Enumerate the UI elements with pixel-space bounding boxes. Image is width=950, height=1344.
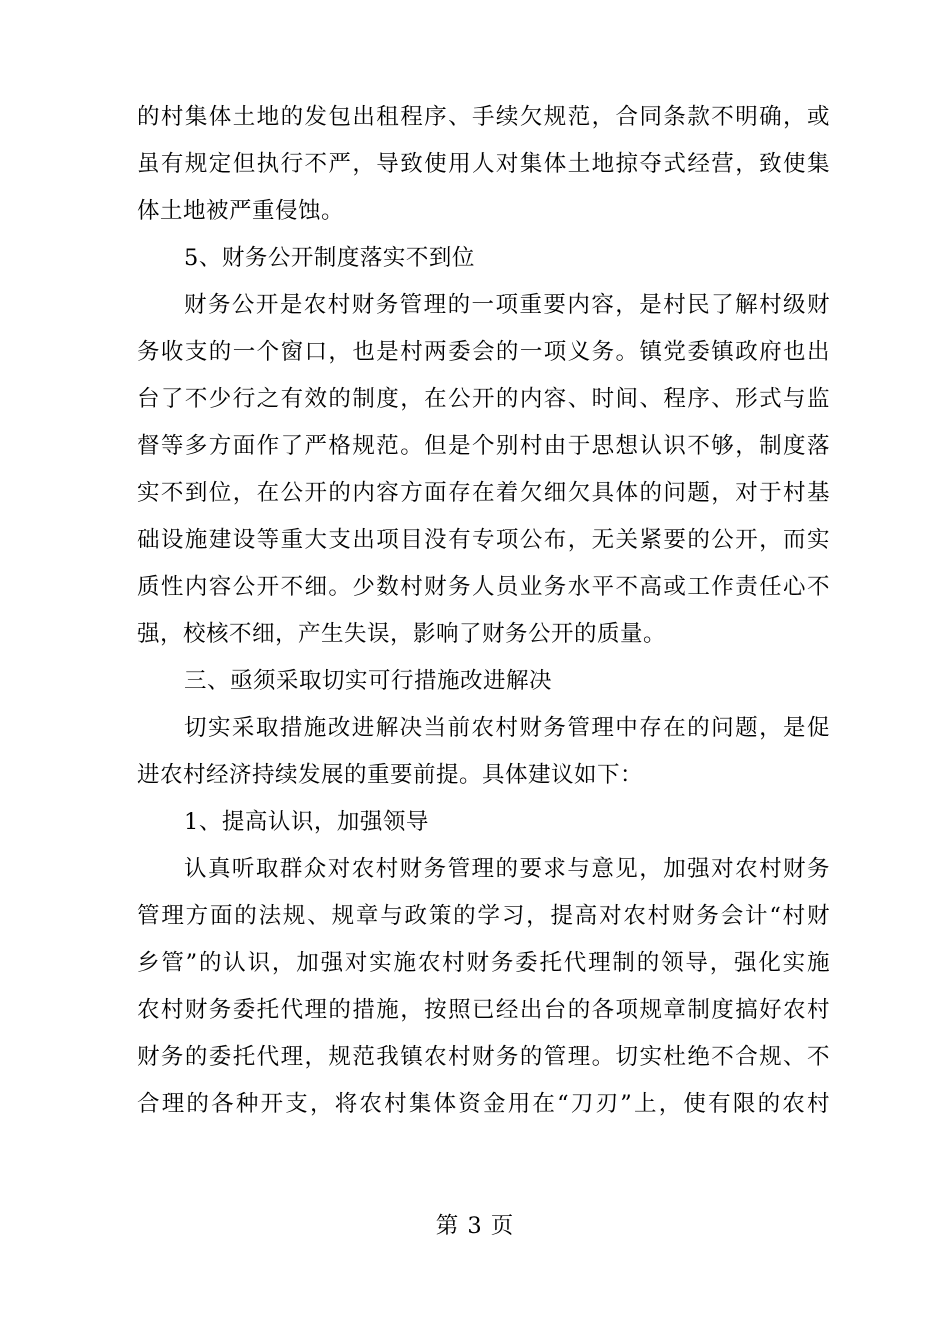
section-heading: 三、亟须采取切实可行措施改进解决 [184, 668, 553, 694]
text-line: 管理方面的法规、规章与政策的学习，提高对农村财务会计“村财 [137, 903, 830, 929]
section-heading: 1、提高认识，加强领导 [184, 809, 429, 835]
page-number: 第 3 页 [435, 1213, 515, 1239]
text-line: 认真听取群众对农村财务管理的要求与意见，加强对农村财务 [184, 856, 830, 882]
text-line: 体土地被严重侵蚀。 [137, 198, 345, 224]
text-line: 合理的各种开支，将农村集体资金用在“刀刃”上，使有限的农村 [137, 1091, 830, 1117]
text-line: 财务公开是农村财务管理的一项重要内容，是村民了解村级财 [184, 292, 830, 318]
text-line: 农村财务委托代理的措施，按照已经出台的各项规章制度搞好农村 [137, 997, 830, 1023]
text-line: 础设施建设等重大支出项目没有专项公布，无关紧要的公开，而实 [137, 527, 830, 553]
text-line: 督等多方面作了严格规范。但是个别村由于思想认识不够，制度落 [137, 433, 830, 459]
text-line: 虽有规定但执行不严，导致使用人对集体土地掠夺式经营，致使集 [137, 151, 830, 177]
text-line: 强，校核不细，产生失误，影响了财务公开的质量。 [137, 621, 667, 647]
section-heading: 5、财务公开制度落实不到位 [184, 245, 475, 271]
text-line: 切实采取措施改进解决当前农村财务管理中存在的问题，是促 [184, 715, 830, 741]
text-line: 质性内容公开不细。少数村财务人员业务水平不高或工作责任心不 [137, 574, 830, 600]
text-line: 乡管”的认识，加强对实施农村财务委托代理制的领导，强化实施 [137, 950, 830, 976]
text-line: 台了不少行之有效的制度，在公开的内容、时间、程序、形式与监 [137, 386, 830, 412]
document-body [137, 94, 830, 1128]
text-line: 实不到位，在公开的内容方面存在着欠细欠具体的问题，对于村基 [137, 480, 830, 506]
text-line: 务收支的一个窗口，也是村两委会的一项义务。镇党委镇政府也出 [137, 339, 830, 365]
text-line: 财务的委托代理，规范我镇农村财务的管理。切实杜绝不合规、不 [137, 1044, 830, 1070]
text-line: 进农村经济持续发展的重要前提。具体建议如下： [137, 762, 644, 788]
text-line: 的村集体土地的发包出租程序、手续欠规范，合同条款不明确，或 [137, 104, 830, 130]
